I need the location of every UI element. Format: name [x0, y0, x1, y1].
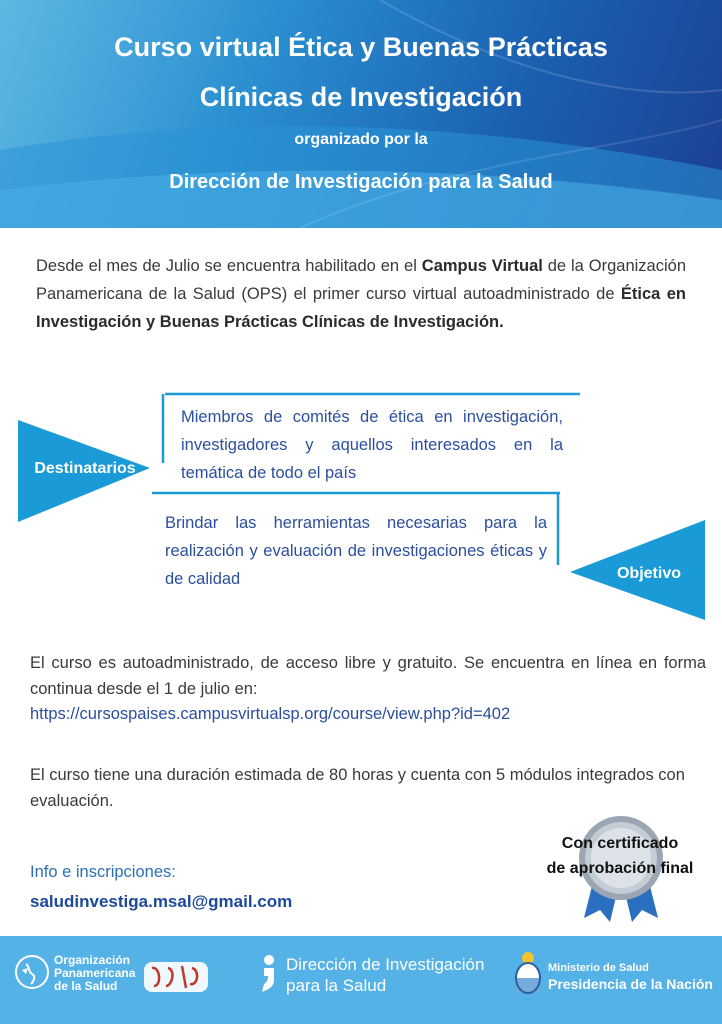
ops-line1: Organización — [54, 953, 131, 967]
ops-line3: de la Salud — [54, 979, 118, 993]
organized-by-text: organizado por la — [294, 131, 428, 148]
duration-paragraph: El curso tiene una duración estimada de 80 horas y cuenta con 5 módulos integrados con evaluación. — [30, 766, 685, 810]
ops-line2: Panamericana — [54, 966, 136, 980]
ops-globe-icon — [14, 954, 50, 990]
organizer-name: Dirección de Investigación para la Salud — [169, 171, 553, 193]
argentina-shield-icon — [512, 950, 544, 996]
dis-logo-text — [286, 954, 516, 996]
course-title-line2: Clínicas de Investigación — [199, 82, 523, 112]
contact-email[interactable]: saludinvestiga.msal@gmail.com — [30, 892, 293, 911]
ops-logo-text — [54, 954, 144, 993]
info-label: Info e inscripciones: — [30, 863, 176, 881]
intro-bold-course: Ética en Investigación y Buenas Prácticas Clínicas de Investigación. — [36, 285, 686, 331]
intro-text-1: Desde el mes de Julio se encuentra habilitado en el — [36, 257, 422, 275]
destinatarios-text: Miembros de comités de ética en investigación, investigadores y aquellos interesados en la temática de todo el país — [181, 408, 563, 482]
course-title-line1: Curso virtual Ética y Buenas Prácticas — [114, 32, 608, 62]
dis-logo-icon — [258, 954, 280, 994]
intro-text-2: de la Organización Panamericana de la Salud (OPS) el primer curso virtual autoadministrado de — [36, 257, 686, 303]
lab-logo-icon — [142, 956, 210, 998]
intro-paragraph — [36, 252, 686, 336]
presidency-text: Presidencia de la Nación — [548, 976, 713, 992]
footer-bar — [0, 936, 722, 1024]
access-paragraph: El curso es autoadministrado, de acceso libre y gratuito. Se encuentra en línea en forma continua desde el 1 de julio en: — [30, 654, 706, 698]
dis-line1: Dirección de Investigación — [286, 955, 485, 974]
course-link[interactable]: https://cursospaises.campusvirtualsp.org/course/view.php?id=402 — [30, 705, 511, 723]
ministry-text: Ministerio de Salud — [548, 962, 649, 974]
badge-text-line1: Con certificado — [561, 835, 679, 852]
intro-bold-campus: Campus Virtual — [421, 257, 543, 275]
objetivo-label: Objetivo — [616, 565, 681, 582]
objetivo-text: Brindar las herramientas necesarias para la realización y evaluación de investigaciones éticas y de calidad — [165, 514, 547, 588]
badge-text-line2: de aprobación final — [546, 860, 694, 877]
dis-line2: para la Salud — [286, 976, 387, 995]
destinatarios-label: Destinatarios — [34, 460, 136, 477]
header-banner — [0, 0, 722, 228]
